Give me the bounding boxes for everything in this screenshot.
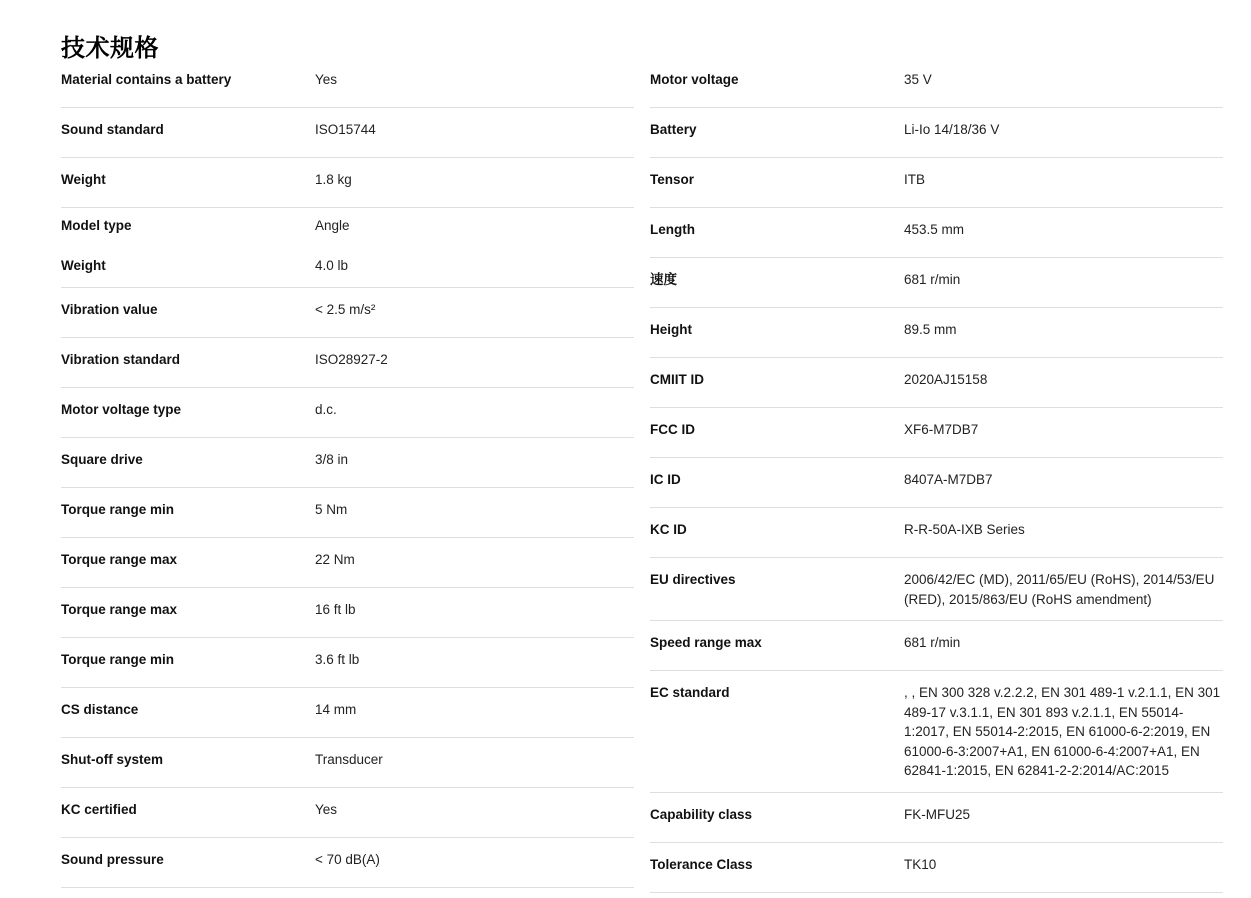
spec-column-right [650,58,1223,893]
spec-value: 5 Nm [315,502,348,517]
spec-row [650,58,1223,108]
spec-value: XF6-M7DB7 [904,422,979,437]
spec-row [61,248,634,288]
spec-value: R-R-50A-IXB Series [904,522,1025,537]
spec-label: Tensor [650,172,695,187]
spec-label: Square drive [61,452,143,467]
spec-label: EU directives [650,572,736,587]
spec-value: d.c. [315,402,337,417]
spec-row [650,208,1223,258]
spec-value: Angle [315,218,350,233]
spec-value: 89.5 mm [904,322,957,337]
spec-value: 4.0 lb [315,258,349,273]
spec-row [61,388,634,438]
spec-label: Torque range max [61,552,178,567]
spec-label: Vibration value [61,302,158,317]
spec-row [61,738,634,788]
spec-value: 453.5 mm [904,222,965,237]
spec-value: Yes [315,802,338,817]
spec-value: 3.6 ft lb [315,652,360,667]
spec-label: Motor voltage type [61,402,182,417]
spec-value: 35 V [904,72,932,87]
spec-row [650,458,1223,508]
spec-row [650,793,1223,843]
spec-label: IC ID [650,472,681,487]
spec-value: 2020AJ15158 [904,372,988,387]
spec-row [61,588,634,638]
spec-label: Motor voltage [650,72,739,87]
spec-value: 681 r/min [904,272,961,287]
spec-label: KC ID [650,522,687,537]
spec-label: Torque range min [61,502,175,517]
spec-row [61,338,634,388]
spec-value: 8407A-M7DB7 [904,472,993,487]
spec-label: Weight [61,258,106,273]
spec-label: Tolerance Class [650,856,753,872]
spec-value: Li-Io 14/18/36 V [904,122,1000,137]
spec-value: < 70 dB(A) [315,852,380,867]
spec-label: Shut-off system [61,752,164,767]
spec-row [61,838,634,888]
spec-value: 22 Nm [315,552,355,567]
spec-row [650,621,1223,671]
spec-label: Battery [650,122,697,137]
spec-row [650,108,1223,158]
spec-label: Weight [61,172,106,187]
spec-value: 14 mm [315,702,357,717]
spec-label: Length [650,222,695,237]
spec-label: Sound standard [61,122,164,137]
spec-row [61,208,634,248]
spec-label: Model type [61,218,132,233]
spec-value: 2006/42/EC (MD), 2011/65/EU (RoHS), 2014/53/EU (RED), 2015/863/EU (RoHS amendment) [904,572,1215,607]
spec-row [61,788,634,838]
page-title: 技术规格 [61,35,159,63]
spec-value: 16 ft lb [315,602,356,617]
spec-row [650,158,1223,208]
spec-row [61,688,634,738]
spec-columns [61,58,1223,893]
spec-row [650,558,1223,621]
spec-row [650,843,1223,893]
spec-row [650,258,1223,308]
spec-label: CMIIT ID [650,372,704,387]
spec-value: Yes [315,72,338,87]
spec-label: Height [650,322,692,337]
spec-label: 速度 [650,272,677,287]
spec-row [61,58,634,108]
spec-row [61,488,634,538]
spec-label: FCC ID [650,422,695,437]
spec-label: KC certified [61,802,137,817]
spec-row [650,308,1223,358]
spec-row [61,538,634,588]
spec-value: ISO15744 [315,122,376,137]
spec-label: Torque range max [61,602,178,617]
spec-label: Speed range max [650,635,762,651]
spec-label: Sound pressure [61,852,164,867]
spec-label: Torque range min [61,652,175,667]
spec-row [650,508,1223,558]
spec-row [61,108,634,158]
spec-value: ISO28927-2 [315,352,388,367]
spec-row [650,358,1223,408]
spec-value: Transducer [315,752,383,767]
spec-label: Material contains a battery [61,72,232,87]
spec-row [61,438,634,488]
spec-label: Vibration standard [61,352,181,367]
spec-label: Capability class [650,806,753,822]
spec-row [650,408,1223,458]
spec-label: CS distance [61,702,139,717]
spec-value: TK10 [904,856,937,872]
spec-value: , , EN 300 328 v.2.2.2, EN 301 489-1 v.2.1.1, EN 301 489-17 v.3.1.1, EN 301 893 v.2.1.1, EN 55014-1:2017, EN 55014-2:2015, EN 61000-6-2:2019, EN 61000-6-3:2007+A1, EN 61000-6-4:2007+A1, EN 62841-1:2015, EN 62841-2-2:2014/AC:2015 [904,685,1221,779]
spec-value: FK-MFU25 [904,806,971,822]
spec-value: ITB [904,172,926,187]
spec-value: 1.8 kg [315,172,352,187]
spec-value: 3/8 in [315,452,349,467]
spec-row [61,288,634,338]
spec-row [61,638,634,688]
spec-value: 681 r/min [904,635,961,651]
spec-row [61,158,634,208]
spec-label: EC standard [650,685,730,701]
spec-row [650,671,1223,793]
spec-value: < 2.5 m/s² [315,302,376,317]
spec-column-left [61,58,634,893]
